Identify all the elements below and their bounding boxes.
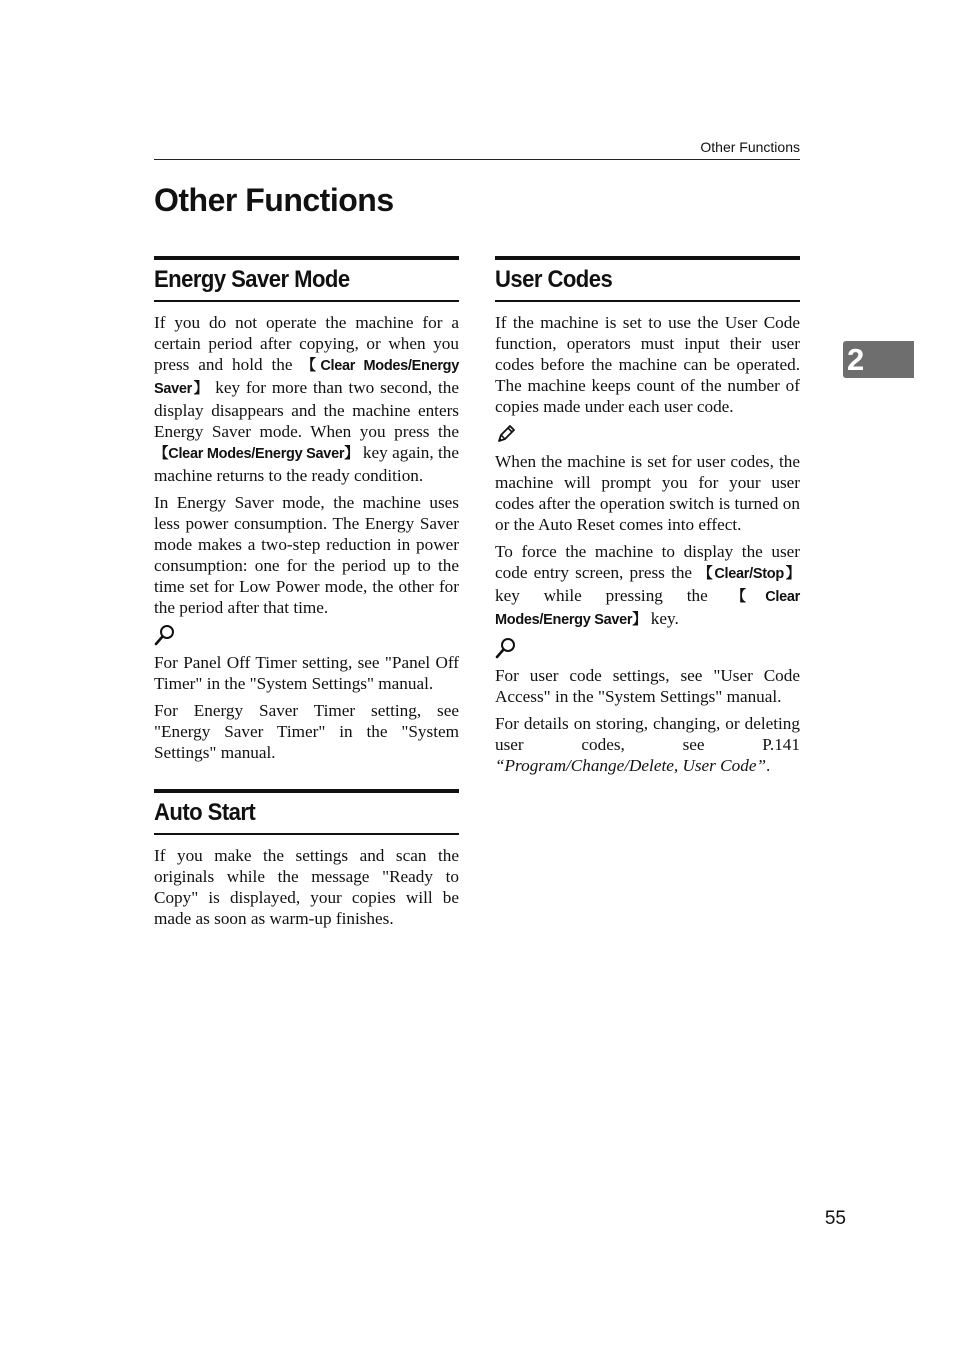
cross-reference-link[interactable]: “Program/Change/Delete, User Code”	[495, 756, 767, 775]
text-run: key for more than two second, the display disappears and the machine enters Energy Saver mode. When you press the	[154, 378, 459, 441]
page-title: Other Functions	[154, 182, 394, 218]
note-icon-row	[495, 423, 800, 447]
text-run: key again, the machine returns to the ready condition.	[154, 443, 459, 485]
right-column	[495, 256, 800, 782]
user-codes-paragraph: If the machine is set to use the User Code function, operators must input their user codes before the machine can be operated. The machine keeps count of the number of copies made under each user code.	[495, 313, 800, 416]
text-run: To force the machine to display the user code entry screen, press the	[495, 542, 800, 582]
reference-icon-row	[154, 624, 459, 648]
energy-saver-reference-1: For Panel Off Timer setting, see "Panel Off Timer" in the "System Settings" manual.	[154, 653, 459, 693]
text-run: key.	[646, 609, 679, 628]
magnifier-icon	[154, 624, 176, 646]
section-heading-energy-saver	[154, 256, 459, 302]
energy-saver-reference-2: For Energy Saver Timer setting, see "Energy Saver Timer" in the "System Settings" manual.	[154, 701, 459, 762]
page-number: 55	[824, 1208, 846, 1229]
user-codes-reference-1: For user code settings, see "User Code Access" in the "System Settings" manual.	[495, 666, 800, 706]
key-clear-modes-energy-saver: 【Clear Modes/Energy Saver】	[154, 446, 359, 462]
text-run: If you do not operate the machine for a certain period after copying, or when you press and hold the	[154, 313, 459, 374]
auto-start-heading: Auto Start	[154, 799, 256, 826]
energy-saver-paragraph-1	[154, 312, 459, 486]
chapter-tab	[843, 341, 914, 378]
text-run: key while pressing the	[495, 586, 732, 605]
key-clear-stop: 【Clear/Stop】	[698, 566, 800, 582]
user-codes-heading: User Codes	[495, 266, 613, 293]
user-codes-note-1: When the machine is set for user codes, the machine will prompt you for your user codes after the operation switch is turned on or the Auto Reset comes into effect.	[495, 452, 800, 534]
running-header: Other Functions	[700, 139, 800, 155]
section-heading-user-codes	[495, 256, 800, 302]
reference-icon-row	[495, 637, 800, 661]
chapter-number: 2	[847, 342, 865, 377]
user-codes-reference-2	[495, 713, 800, 776]
energy-saver-paragraph-2: In Energy Saver mode, the machine uses less power consumption. The Energy Saver mode makes a two-step reduction in power consumption: one for the period up to the time set for Low Power mode, the other for the period after that time.	[154, 493, 459, 617]
text-run: For details on storing, changing, or deleting user codes, see P.141	[495, 714, 800, 754]
key-clear-modes-energy-saver: 【Clear Modes/Energy Saver】	[495, 589, 800, 628]
energy-saver-heading: Energy Saver Mode	[154, 266, 350, 293]
header-rule	[154, 159, 800, 160]
pencil-icon	[495, 423, 517, 445]
auto-start-paragraph: If you make the settings and scan the originals while the message "Ready to Copy" is displayed, your copies will be made as soon as warm-up finishes.	[154, 846, 459, 928]
section-heading-auto-start	[154, 789, 459, 835]
user-codes-note-2	[495, 541, 800, 631]
magnifier-icon	[495, 637, 517, 659]
text-run: .	[766, 756, 771, 775]
key-clear-modes-energy-saver: 【Clear Modes/Energy Saver】	[154, 358, 459, 397]
left-column	[154, 256, 459, 935]
